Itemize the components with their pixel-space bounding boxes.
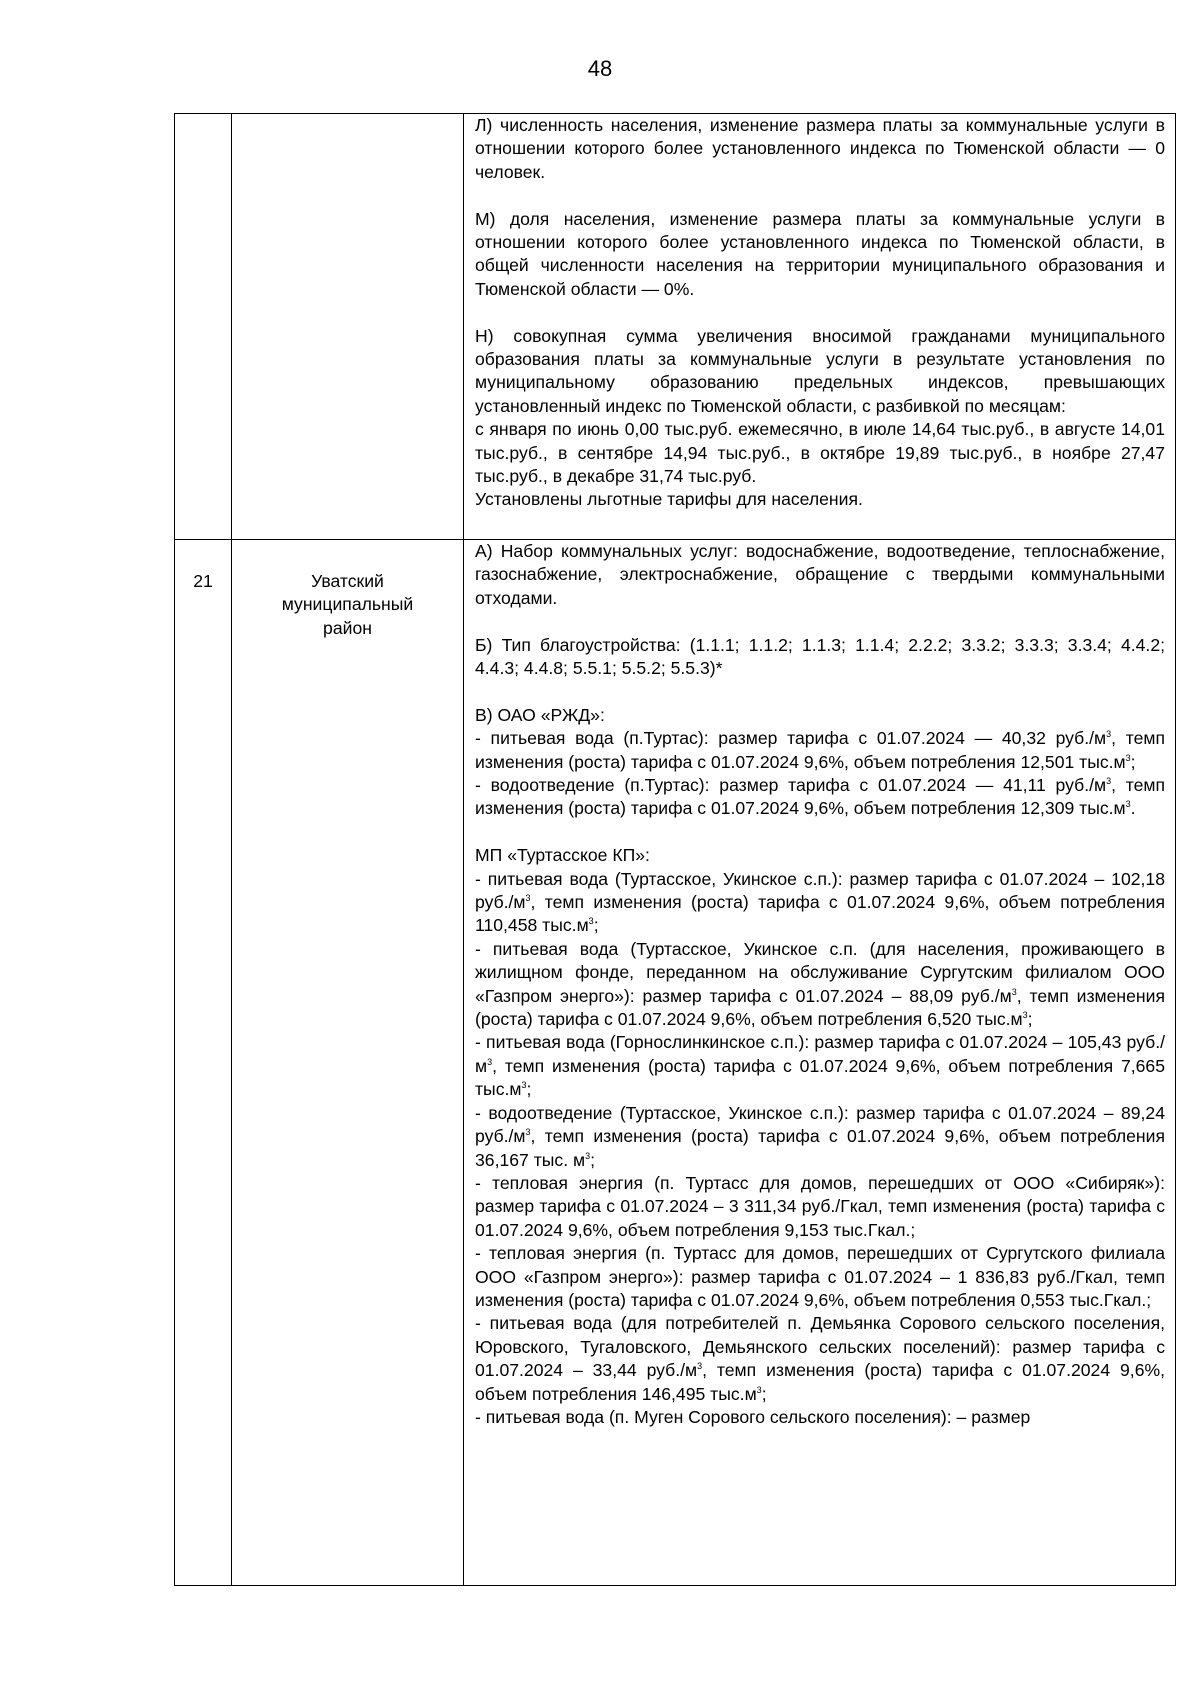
- paragraph-benefits: Установлены льготные тарифы для населения.: [475, 489, 863, 510]
- kp-item: - питьевая вода (Туртасское, Укинское с.п.): размер тарифа с 01.07.2024 – 102,18 $руб./м^3$, темп изменения (роста) тарифа с 01.07.2024 9,6%, объем потребления 110,458 $тыс.м^3$;: [475, 868, 1165, 936]
- kp-item: - питьевая вода (Туртасское, Укинское с.п. (для населения, проживающего в жилищном фонде, переданном на обслуживание Сургутским филиалом ООО «Газпром энерго»): размер тарифа с 01.07.2024 – 88,09 $руб./м^3$, темп изменения (роста) тарифа с 01.07.2024 9,6%, объем потребления 6,520 $тыс.м^3$;: [475, 938, 1165, 1030]
- municipality-name-line: муниципальный: [281, 594, 414, 615]
- rzd-title: В) ОАО «РЖД»:: [475, 704, 605, 725]
- kp-title: МП «Туртасское КП»:: [475, 845, 650, 866]
- tariff-table: [174, 113, 1176, 1586]
- kp-item: - питьевая вода (Горнослинкинское с.п.): размер тарифа с 01.07.2024 – 105,43 $руб./м^3$, темп изменения (роста) тарифа с 01.07.2024 9,6%, объем потребления 7,665 $тыс.м^3$;: [475, 1032, 1165, 1100]
- page-number: 48: [587, 56, 613, 81]
- table-row: [175, 114, 1176, 540]
- paragraph-b: Б) Тип благоустройства: (1.1.1; 1.1.2; 1.1.3; 1.1.4; 2.2.2; 3.3.2; 3.3.3; 3.3.4; 4.4.2; 4.4.3; 4.4.8; 5.5.1; 5.5.2; 5.5.3)*: [475, 634, 1165, 679]
- content-cell: [464, 540, 1176, 1586]
- paragraph-a: А) Набор коммунальных услуг: водоснабжение, водоотведение, теплоснабжение, газоснабжение, электроснабжение, обращение с твердыми коммунальными отходами.: [475, 541, 1165, 608]
- municipality-name: [232, 540, 464, 1586]
- kp-item: - тепловая энергия (п. Туртасс для домов, перешедших от ООО «Сибиряк»): размер тарифа с 01.07.2024 – 3 311,34 руб./Гкал, темп изменения (роста) тарифа с 01.07.2024 9,6%, объем потребления 9,153 тыс.Гкал.;: [475, 1172, 1165, 1240]
- kp-item: - питьевая вода (п. Муген Сорового сельского поселения): – размер: [475, 1406, 1031, 1427]
- kp-item: - водоотведение (Туртасское, Укинское с.п.): размер тарифа с 01.07.2024 – 89,24 $руб./м^3$, темп изменения (роста) тарифа с 01.07.2024 9,6%, объем потребления 36,167 тыс. $м^3$;: [475, 1102, 1165, 1170]
- table-row: [175, 540, 1176, 1586]
- kp-item: - питьевая вода (для потребителей п. Демьянка Сорового сельского поселения, Юровского, Тугаловского, Демьянского сельских поселений): размер тарифа с 01.07.2024 – 33,44 $руб./м^3$, темп изменения (роста) тарифа с 01.07.2024 9,6%, объем потребления 146,495 $тыс.м^3$;: [475, 1313, 1166, 1404]
- paragraph-l: Л) численность населения, изменение размера платы за коммунальные услуги в отношении которого более установленного индекса по Тюменской области — 0 человек.: [475, 115, 1165, 182]
- rzd-item: - водоотведение (п.Туртас): размер тарифа с 01.07.2024 — 41,11 $руб./м^3$, темп изменения (роста) тарифа с 01.07.2024 9,6%, объем потребления 12,309 $тыс.м^3$.: [475, 775, 1165, 819]
- municipality-name-line: район: [323, 617, 372, 638]
- municipality-name-line: Уватский: [311, 571, 384, 591]
- paragraph-n: Н) совокупная сумма увеличения вносимой гражданами муниципального образования платы за коммунальные услуги в результате установления по муниципальному образованию предельных индексов, превышающих установленный индекс по Тюменской области, с разбивкой по месяцам:: [475, 325, 1165, 416]
- rzd-item: - питьевая вода (п.Туртас): размер тарифа с 01.07.2024 — 40,32 $руб./м^3$, темп изменения (роста) тарифа с 01.07.2024 9,6%, объем потребления 12,501 $тыс.м^3$;: [475, 728, 1165, 772]
- municipality-cell: [232, 114, 464, 540]
- paragraph-m: М) доля населения, изменение размера платы за коммунальные услуги в отношении которого более установленного индекса по Тюменской области, в общей численности населения на территории муниципального образования и Тюменской области — 0%.: [475, 208, 1165, 299]
- paragraph-monthly: с января по июнь 0,00 тыс.руб. ежемесячно, в июле 14,64 тыс.руб., в августе 14,01 тыс.руб., в сентябре 14,94 тыс.руб., в октябре 19,89 тыс.руб., в ноябре 27,47 тыс.руб., в декабре 31,74 тыс.руб.: [475, 419, 1165, 487]
- row-number: 21: [175, 540, 232, 1586]
- content-cell: [464, 114, 1176, 540]
- kp-item: - тепловая энергия (п. Туртасс для домов, перешедших от Сургутского филиала ООО «Газпром энерго»): размер тарифа с 01.07.2024 – 1 836,83 руб./Гкал, темп изменения (роста) тарифа с 01.07.2024 9,6%, объем потребления 0,553 тыс.Гкал.;: [475, 1243, 1165, 1310]
- number-cell: [175, 114, 232, 540]
